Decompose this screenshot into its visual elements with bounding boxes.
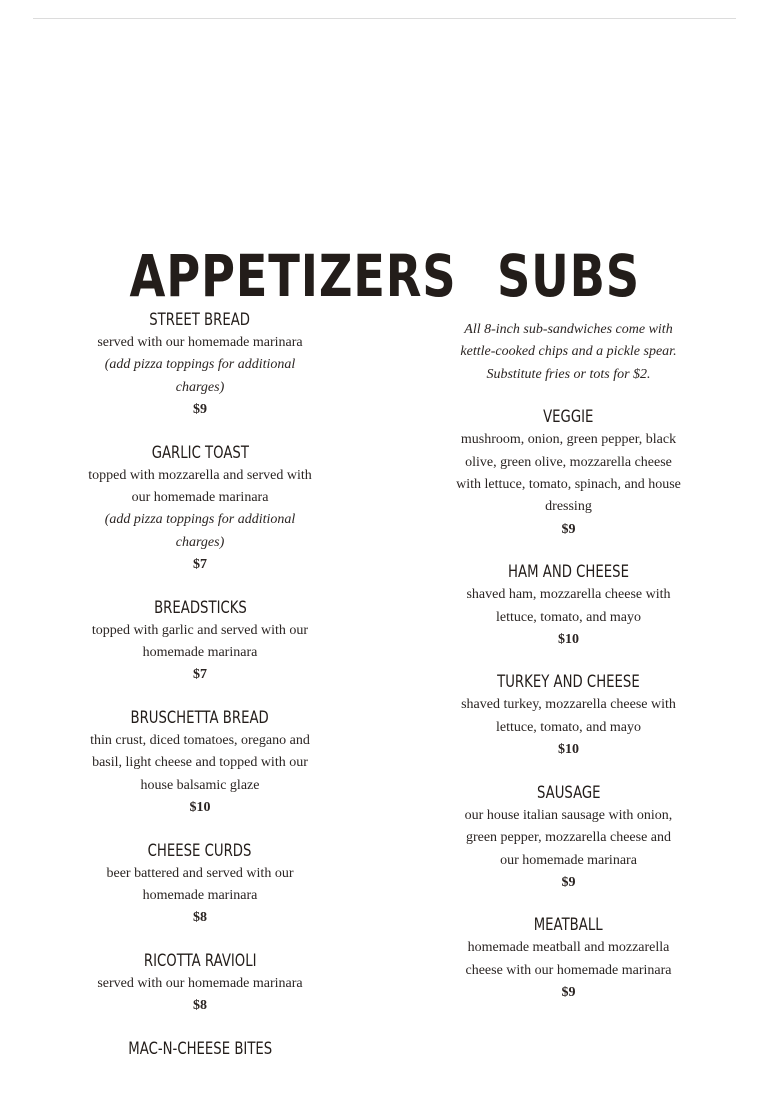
appetizers-list xyxy=(86,308,314,1061)
item-name: MEATBALL xyxy=(534,915,603,936)
item-note: (add pizza toppings for additional charges) xyxy=(104,512,296,550)
item-price: $9 xyxy=(561,985,576,1001)
menu-item-bruschetta-bread xyxy=(86,706,314,820)
menu-item-sausage xyxy=(455,781,682,895)
item-price: $7 xyxy=(193,557,207,573)
item-price: $10 xyxy=(558,742,579,758)
menu-item-ham-and-cheese xyxy=(455,560,682,651)
item-price: $10 xyxy=(189,800,211,816)
item-description: mushroom, onion, green pepper, black olive, green olive, mozzarella cheese with lettuce, tomato, spinach, and house dressing xyxy=(456,432,681,515)
item-note: (add pizza toppings for additional charges) xyxy=(104,357,296,395)
item-description: thin crust, diced tomatoes, oregano and basil, light cheese and topped with our house balsamic glaze xyxy=(90,732,310,793)
appetizers-section xyxy=(86,238,457,1080)
menu-item-mac-n-cheese-bites xyxy=(86,1037,314,1061)
menu-item-cheese-curds xyxy=(86,839,314,930)
item-name: SAUSAGE xyxy=(536,782,601,803)
menu-item-garlic-toast xyxy=(86,441,314,577)
item-price: $8 xyxy=(193,910,207,926)
item-description: topped with garlic and served with our homemade marinara xyxy=(91,622,309,661)
item-name: MAC-N-CHEESE BITES xyxy=(128,1038,272,1059)
item-description: shaved ham, mozzarella cheese with lettuce, tomato, and mayo xyxy=(466,587,671,625)
item-name: GARLIC TOAST xyxy=(151,442,249,463)
item-name: RICOTTA RAVIOLI xyxy=(143,950,257,971)
menu-item-ricotta-ravioli xyxy=(86,949,314,1018)
menu-item-veggie xyxy=(455,405,682,541)
item-description: topped with mozzarella and served with our homemade marinara xyxy=(88,467,312,506)
item-description: homemade meatball and mozzarella cheese with our homemade marinara xyxy=(465,940,672,978)
item-price: $7 xyxy=(193,667,207,683)
item-price: $9 xyxy=(561,874,576,890)
menu-item-street-bread xyxy=(86,308,314,422)
item-name: TURKEY AND CHEESE xyxy=(497,672,640,693)
top-divider xyxy=(33,18,736,19)
item-description: served with our homemade marinara xyxy=(97,975,303,991)
subs-title: SUBS xyxy=(496,242,641,310)
item-price: $8 xyxy=(193,998,207,1014)
subs-intro: All 8-inch sub-sandwiches come with kettle-cooked chips and a pickle spear. Substitute fries or tots for $2. xyxy=(460,322,677,382)
item-price: $10 xyxy=(558,632,579,648)
menu-item-turkey-and-cheese xyxy=(455,670,682,761)
item-description: shaved turkey, mozzarella cheese with lettuce, tomato, and mayo xyxy=(461,697,676,735)
item-description: beer battered and served with our homemade marinara xyxy=(106,865,294,903)
subs-section xyxy=(455,238,682,1024)
item-price: $9 xyxy=(193,402,207,418)
item-name: CHEESE CURDS xyxy=(148,840,252,861)
menu-item-meatball xyxy=(455,913,682,1004)
item-name: BRUSCHETTA BREAD xyxy=(130,707,270,728)
menu-item-breadsticks xyxy=(86,596,314,687)
item-name: STREET BREAD xyxy=(149,310,251,330)
item-description: served with our homemade marinara xyxy=(97,335,303,350)
appetizers-title: APPETIZERS xyxy=(129,242,457,310)
item-name: VEGGIE xyxy=(543,407,594,428)
item-name: BREADSTICKS xyxy=(153,597,247,618)
item-description: our house italian sausage with onion, green pepper, mozzarella cheese and our homemade marinara xyxy=(464,807,673,868)
item-name: HAM AND CHEESE xyxy=(508,562,629,583)
subs-list xyxy=(455,405,682,1004)
item-price: $9 xyxy=(561,521,576,537)
